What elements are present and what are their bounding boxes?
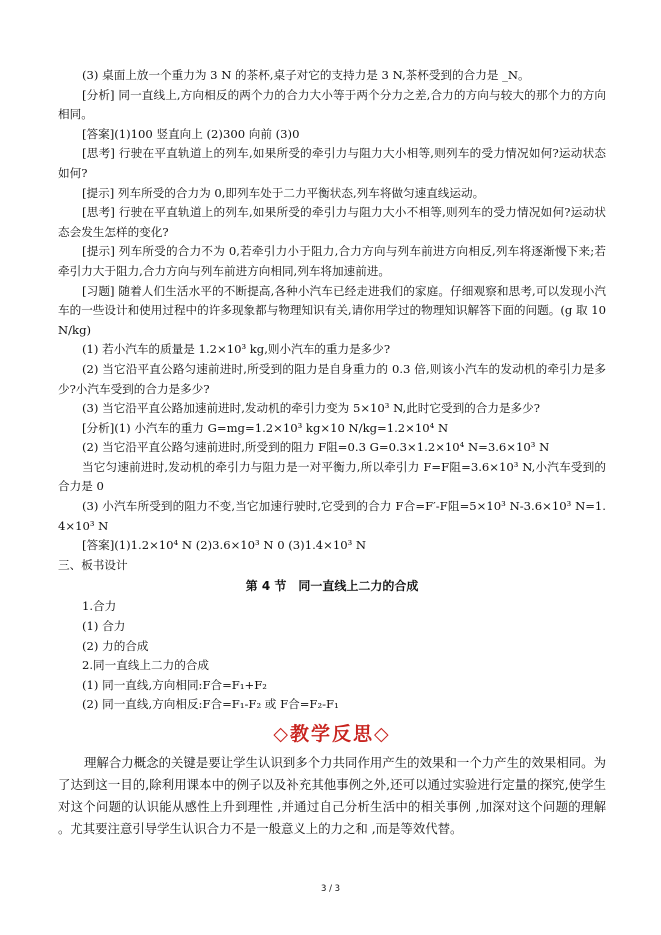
exercise-q2: (2) 当它沿平直公路匀速前进时,所受到的阻力是自身重力的 0.3 倍,则该小汽车的发动机的牵引力是多少?小汽车受到的合力是多少? <box>58 361 606 396</box>
board-item: (1) 同一直线,方向相同:F合=F₁+F₂ <box>82 677 267 692</box>
exercise-answer: [答案](1)1.2×10⁴ N (2)3.6×10³ N 0 (3)1.4×10³ N <box>82 538 367 553</box>
think-2-text: [思考] 行驶在平直轨道上的列车,如果所受的牵引力与阻力大小不相等,则列车的受力情况如何?运动状态会发生怎样的变化? <box>58 205 606 239</box>
page-number: 3 / 3 <box>320 884 341 894</box>
hint-1-text: [提示] 列车所受的合力为 0,即列车处于二力平衡状态,列车将做匀速直线运动。 <box>82 185 485 200</box>
exercise-analysis-2: (2) 当它沿平直公路匀速前进时,所受到的阻力 F阻=0.3 G=0.3×1.2×10⁴ N=3.6×10³ N <box>82 440 550 455</box>
question-3-text: (3) 桌面上放一个重力为 3 N 的茶杯,桌子对它的支持力是 3 N,茶杯受到的合力是 _N。 <box>82 68 530 82</box>
exercise-analysis-3: (3) 小汽车所受到的阻力不变,当它加速行驶时,它受到的合力 F合=F′-F阻=5×10³ N-3.6×10³ N=1.4×10³ N <box>58 499 606 533</box>
board-title: 第 4 节 同一直线上二力的合成 <box>245 579 419 594</box>
board-item: 2.同一直线上二力的合成 <box>82 658 209 673</box>
reflection-title-text: ◇教学反思◇ <box>273 723 391 745</box>
reflection-title <box>58 719 606 746</box>
exercise-q1: (1) 若小汽车的质量是 1.2×10³ kg,则小汽车的重力是多少? <box>82 342 391 357</box>
exercise-analysis-1: [分析](1) 小汽车的重力 G=mg=1.2×10³ kg×10 N/kg=1.2×10⁴ N <box>82 420 449 435</box>
document-body <box>58 66 606 840</box>
think-1-text: [思考] 行驶在平直轨道上的列车,如果所受的牵引力与阻力大小相等,则列车的受力情况如何?运动状态如何? <box>58 146 606 180</box>
exercise-q3: (3) 当它沿平直公路加速前进时,发动机的牵引力变为 5×10³ N,此时它受到的合力是多少? <box>82 401 540 416</box>
section-heading-board: 三、板书设计 <box>58 557 128 572</box>
board-item: (2) 同一直线,方向相反:F合=F₁-F₂ 或 F合=F₂-F₁ <box>82 697 339 712</box>
board-item: (1) 合力 <box>82 619 126 634</box>
board-item: 1.合力 <box>82 599 117 614</box>
board-item: (2) 力的合成 <box>82 638 149 653</box>
exercise-text: [习题] 随着人们生活水平的不断提高,各种小汽车已经走进我们的家庭。仔细观察和思考,可以发现小汽车的一些设计和使用过程中的许多现象都与物理知识有关,请你用学过的物理知识解答下面的问题。(g 取 10 N/kg) <box>58 283 606 337</box>
hint-2-text: [提示] 列车所受的合力不为 0,若牵引力小于阻力,合力方向与列车前进方向相反,列车将逐渐慢下来;若牵引力大于阻力,合力方向与列车前进方向相同,列车将加速前进。 <box>58 244 606 278</box>
answer-text: [答案](1)100 竖直向上 (2)300 向前 (3)0 <box>82 126 300 141</box>
analysis-text: [分析] 同一直线上,方向相反的两个力的合力大小等于两个分力之差,合力的方向与较大的那个力的方向相同。 <box>58 87 606 122</box>
reflection-text: 理解合力概念的关键是要让学生认识到多个力共同作用产生的效果和一个力产生的效果相同。为了达到这一目的,除利用课本中的例子以及补充其他事例之外,还可以通过实验进行定量的探究,使学生对这个问题的认识能从感性上升到理性 ,并通过自己分析生活中的相关事例 ,加深对这个问题的理解 。尤其要注意引导学生认识合力不是一般意义上的力之和 ,而是等效代替。 <box>58 755 606 836</box>
exercise-analysis-2b: 当它匀速前进时,发动机的牵引力与阻力是一对平衡力,所以牵引力 F=F阻=3.6×10³ N,小汽车受到的合力是 0 <box>58 459 606 494</box>
